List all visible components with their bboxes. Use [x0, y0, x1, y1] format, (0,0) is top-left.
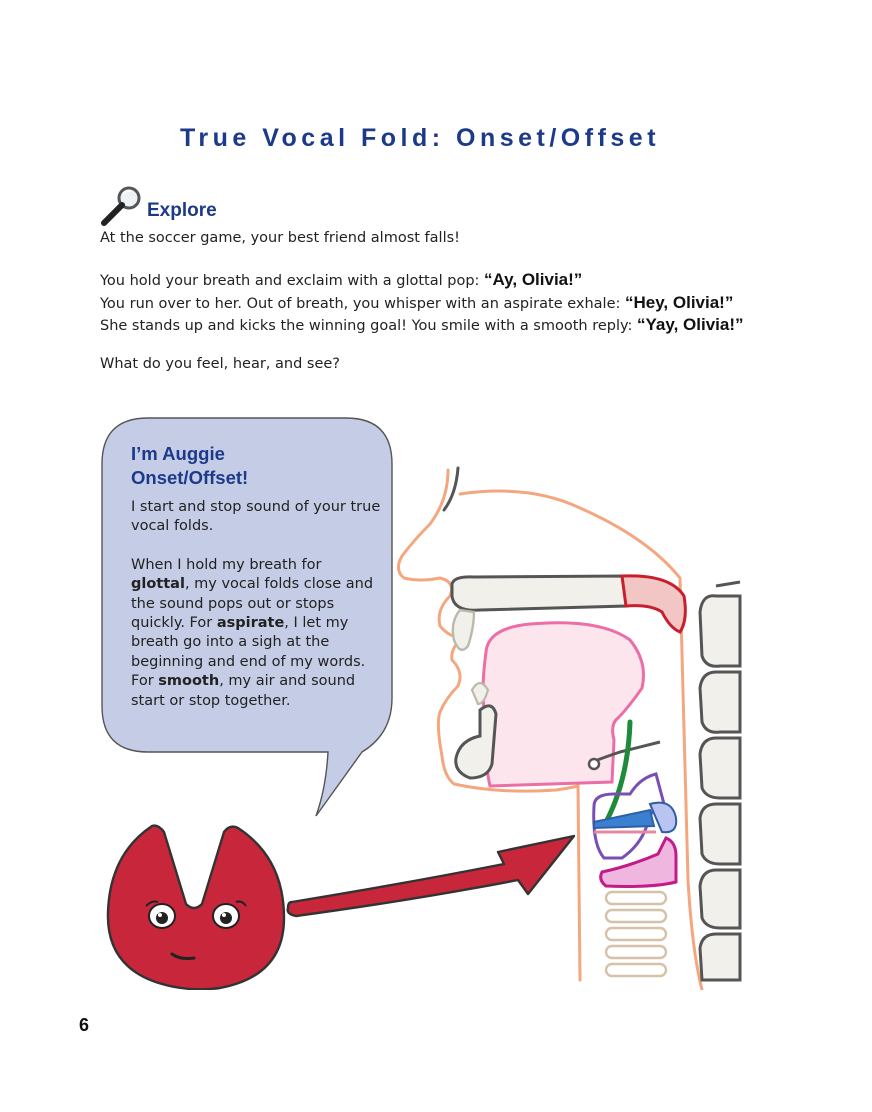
hard-palate	[452, 576, 626, 610]
true-vocal-fold	[594, 810, 654, 828]
explore-line-glottal: You hold your breath and exclaim with a glottal pop: “Ay, Olivia!”	[100, 270, 583, 289]
quote-glottal: “Ay, Olivia!”	[484, 270, 583, 289]
quote-smooth: “Yay, Olivia!”	[637, 315, 744, 334]
page-title: True Vocal Fold: Onset/Offset	[179, 124, 661, 152]
magnifying-glass-icon	[98, 184, 144, 230]
explore-question: What do you feel, hear, and see?	[100, 356, 340, 372]
soft-palate	[622, 576, 685, 632]
jaw-bone	[456, 706, 496, 778]
bubble-para-2: When I hold my breath for glottal, my vocal folds close and the sound pops out or stops quickly. For aspirate, I let my breath go into a sigh at the beginning and end of my words. For smooth, my air and sound start or stop together.	[131, 556, 374, 709]
tongue	[483, 623, 644, 786]
explore-intro: At the soccer game, your best friend almost falls!	[100, 230, 460, 246]
explore-line-smooth: She stands up and kicks the winning goal! You smile with a smooth reply: “Yay, Olivia!”	[100, 315, 744, 334]
bubble-title: I’m Auggie Onset/Offset!	[131, 443, 249, 488]
quote-aspirate: “Hey, Olivia!”	[625, 293, 734, 312]
auggie-mascot	[100, 820, 290, 990]
explore-heading: Explore	[147, 200, 217, 221]
explore-line-aspirate: You run over to her. Out of breath, you whisper with an aspirate exhale: “Hey, Olivia!”	[100, 293, 734, 312]
pointer-arrow	[282, 822, 582, 922]
bubble-para-1: I start and stop sound of your true vocal folds.	[131, 499, 381, 535]
page-number: 6	[79, 1015, 90, 1035]
bubble-body	[131, 498, 381, 730]
cricoid-cartilage	[601, 838, 676, 887]
